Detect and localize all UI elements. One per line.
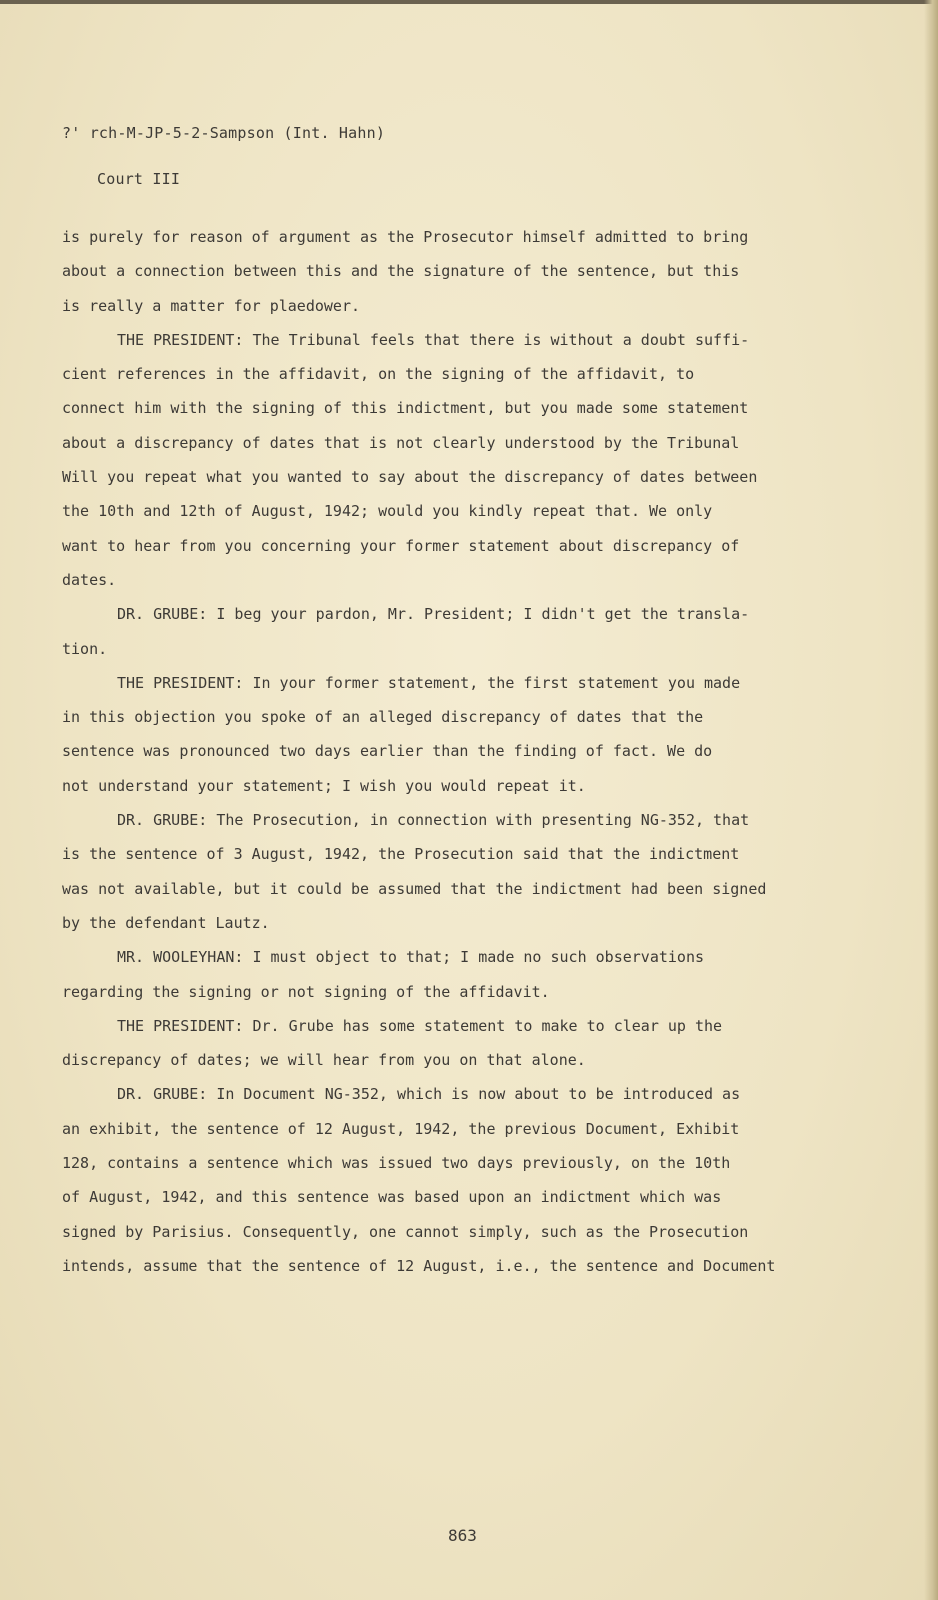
transcript-line: signed by Parisius. Consequently, one cannot simply, such as the Prosecution — [62, 1222, 749, 1241]
transcript-line: is really a matter for plaedower. — [62, 296, 361, 315]
court-label: Court III — [97, 170, 181, 188]
transcript-line: dates. — [62, 570, 117, 589]
transcript-line: is purely for reason of argument as the Prosecutor himself admitted to bring — [62, 228, 749, 246]
transcript-line: cient references in the affidavit, on the signing of the affidavit, to — [62, 365, 695, 384]
transcript-line: about a connection between this and the signature of the sentence, but this — [62, 262, 740, 281]
transcript-line: is the sentence of 3 August, 1942, the Prosecution said that the indictment — [62, 845, 740, 864]
transcript-line: discrepancy of dates; we will hear from you on that alone. — [62, 1051, 586, 1070]
transcript-line: regarding the signing or not signing of the affidavit. — [62, 982, 550, 1001]
transcript-line: Will you repeat what you wanted to say about the discrepancy of dates between — [62, 468, 758, 487]
transcript-line: was not available, but it could be assumed that the indictment had been signed — [62, 879, 767, 898]
transcript-line: MR. WOOLEYHAN: I must object to that; I made no such observations — [117, 948, 704, 967]
transcript-line: DR. GRUBE: The Prosecution, in connection with presenting NG-352, that — [117, 811, 750, 830]
transcript-line: intends, assume that the sentence of 12 August, i.e., the sentence and Document — [62, 1256, 776, 1275]
transcript-line: want to hear from you concerning your former statement about discrepancy of — [62, 536, 740, 555]
transcript-line: 128, contains a sentence which was issued two days previously, on the 10th — [62, 1154, 731, 1173]
transcript-line: THE PRESIDENT: In your former statement, the first statement you made — [117, 673, 741, 692]
page-top-edge — [0, 0, 938, 4]
transcript-line: in this objection you spoke of an alleged discrepancy of dates that the — [62, 708, 704, 727]
transcript-line: connect him with the signing of this indictment, but you made some statement — [62, 399, 749, 418]
transcript-line: by the defendant Lautz. — [62, 913, 270, 932]
transcript-body — [62, 220, 882, 1283]
transcript-line: THE PRESIDENT: The Tribunal feels that there is without a doubt suffi- — [117, 330, 750, 349]
transcript-line: THE PRESIDENT: Dr. Grube has some statement to make to clear up the — [117, 1016, 723, 1035]
transcript-line: an exhibit, the sentence of 12 August, 1942, the previous Document, Exhibit — [62, 1119, 740, 1138]
transcript-line: the 10th and 12th of August, 1942; would you kindly repeat that. We only — [62, 502, 713, 521]
transcript-line: tion. — [62, 639, 108, 658]
transcript-line: about a discrepancy of dates that is not clearly understood by the Tribunal — [62, 433, 740, 452]
transcript-line: not understand your statement; I wish you would repeat it. — [62, 776, 586, 795]
transcript-line: of August, 1942, and this sentence was based upon an indictment which was — [62, 1188, 722, 1207]
transcript-line: DR. GRUBE: In Document NG-352, which is now about to be introduced as — [117, 1085, 741, 1104]
page-number: 863 — [448, 1526, 477, 1545]
page-right-edge — [924, 0, 938, 1600]
transcript-line: DR. GRUBE: I beg your pardon, Mr. President; I didn't get the transla- — [117, 605, 750, 624]
transcript-line: sentence was pronounced two days earlier than the finding of fact. We do — [62, 742, 713, 761]
document-header: ?' rch-M-JP-5-2-Sampson (Int. Hahn) — [62, 124, 386, 142]
